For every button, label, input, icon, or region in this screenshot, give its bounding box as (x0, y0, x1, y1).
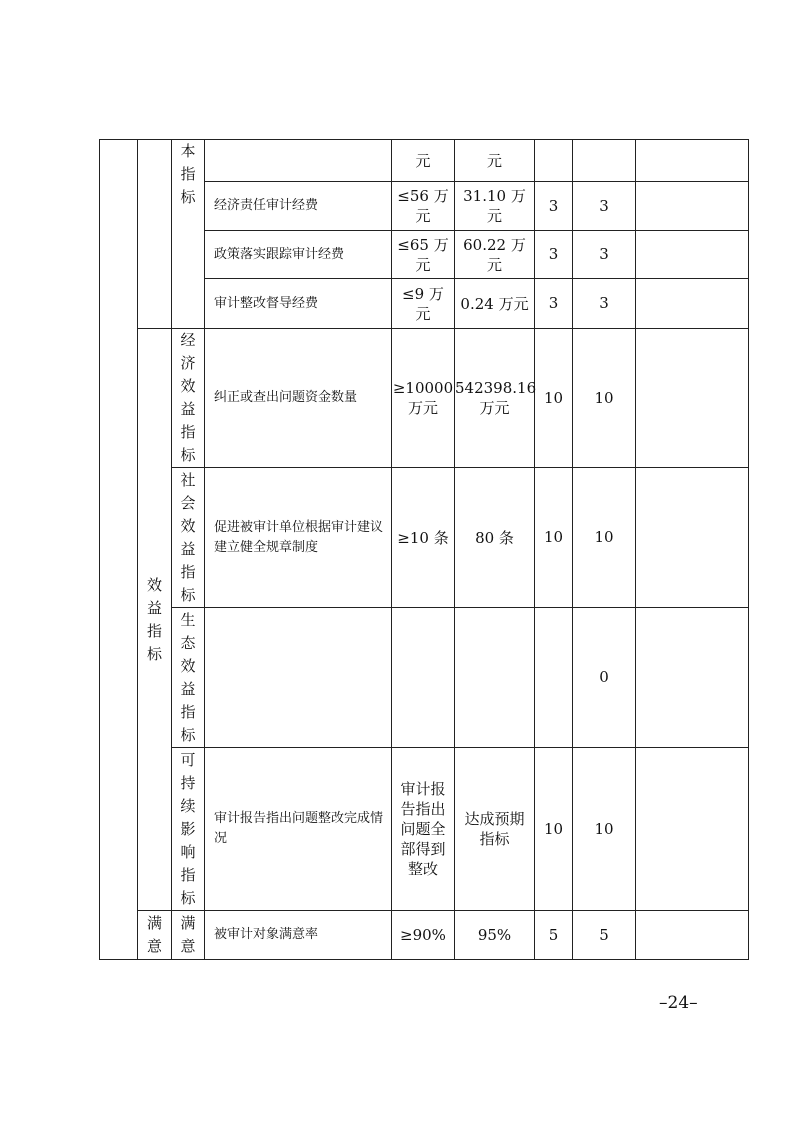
actual-value: 达成预期 指标 (455, 748, 535, 911)
actual-value (455, 608, 535, 748)
score-value: 0 (573, 608, 636, 748)
actual-value: 60.22 万 元 (455, 231, 535, 279)
weight-value: 10 (535, 329, 573, 468)
level1-cell (100, 140, 138, 960)
actual-value: 31.10 万 元 (455, 182, 535, 231)
table-row (100, 140, 749, 182)
weight-value: 5 (535, 911, 573, 960)
table-row (100, 911, 749, 960)
indicator-desc: 审计整改督导经费 (205, 279, 392, 329)
target-value: ≥10 条 (392, 468, 455, 608)
target-value (392, 608, 455, 748)
table-row (100, 468, 749, 608)
indicator-desc: 政策落实跟踪审计经费 (205, 231, 392, 279)
satisfaction-label: 满 意 (138, 911, 172, 960)
note-value (636, 279, 749, 329)
table-row (100, 608, 749, 748)
note-value (636, 748, 749, 911)
indicator-desc: 促进被审计单位根据审计建议建立健全规章制度 (205, 468, 392, 608)
weight-value: 10 (535, 748, 573, 911)
indicator-desc (205, 608, 392, 748)
note-value (636, 140, 749, 182)
target-value: ≥10000 万元 (392, 329, 455, 468)
sub-label-satisfaction: 满 意 (172, 911, 205, 960)
indicator-desc (205, 140, 392, 182)
score-value: 10 (573, 468, 636, 608)
sub-label-ecological: 生 态 效 益 指 标 (172, 608, 205, 748)
actual-value: 95% (455, 911, 535, 960)
score-value (573, 140, 636, 182)
target-value: ≤56 万 元 (392, 182, 455, 231)
note-value (636, 182, 749, 231)
target-value: 审计报 告指出 问题全 部得到 整改 (392, 748, 455, 911)
table-row (100, 748, 749, 911)
note-value (636, 608, 749, 748)
note-value (636, 468, 749, 608)
sub-label-economic: 经 济 效 益 指 标 (172, 329, 205, 468)
weight-value: 10 (535, 468, 573, 608)
score-value: 3 (573, 279, 636, 329)
performance-indicator-table (99, 139, 749, 960)
score-value: 3 (573, 231, 636, 279)
target-value: ≥90% (392, 911, 455, 960)
page-number: –24– (659, 993, 698, 1013)
score-value: 3 (573, 182, 636, 231)
indicator-desc: 纠正或查出问题资金数量 (205, 329, 392, 468)
table-row (100, 329, 749, 468)
actual-value: 0.24 万元 (455, 279, 535, 329)
indicator-desc: 审计报告指出问题整改完成情况 (205, 748, 392, 911)
note-value (636, 329, 749, 468)
sub-label-sustainable: 可 持 续 影 响 指 标 (172, 748, 205, 911)
weight-value: 3 (535, 279, 573, 329)
sub-label-social: 社 会 效 益 指 标 (172, 468, 205, 608)
score-value: 10 (573, 329, 636, 468)
indicator-desc: 被审计对象满意率 (205, 911, 392, 960)
weight-value (535, 140, 573, 182)
actual-value: 80 条 (455, 468, 535, 608)
actual-value: 542398.16 万元 (455, 329, 535, 468)
target-value: ≤9 万 元 (392, 279, 455, 329)
weight-value: 3 (535, 182, 573, 231)
sub-label-cost: 本 指 标 (172, 140, 205, 329)
note-value (636, 231, 749, 279)
score-value: 5 (573, 911, 636, 960)
target-value: 元 (392, 140, 455, 182)
target-value: ≤65 万 元 (392, 231, 455, 279)
benefit-label: 效 益 指 标 (138, 329, 172, 911)
actual-value: 元 (455, 140, 535, 182)
note-value (636, 911, 749, 960)
indicator-desc: 经济责任审计经费 (205, 182, 392, 231)
weight-value: 3 (535, 231, 573, 279)
score-value: 10 (573, 748, 636, 911)
level2-cell-cost (138, 140, 172, 329)
weight-value (535, 608, 573, 748)
